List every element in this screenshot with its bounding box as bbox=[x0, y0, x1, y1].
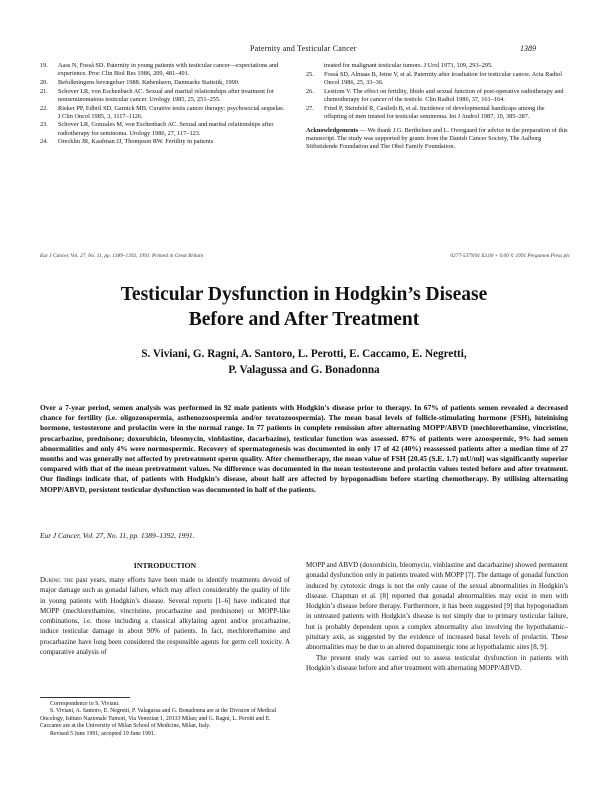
reference-item: 21. Schover LR, von Eschenbach AC. Sexual and marital relationships after treatment for nonseminomatous testicular cancer. Urology 1985, 25, 251–255. bbox=[40, 87, 274, 103]
article-title: Testicular Dysfunction in Hodgkin’s Disease Before and After Treatment bbox=[120, 284, 488, 330]
author-list: S. Viviani, G. Ragni, A. Santoro, L. Perotti, E. Caccamo, E. Negretti, P. Valagussa and G. Bonadonna bbox=[141, 348, 467, 376]
reference-list-right bbox=[306, 62, 568, 152]
reference-item: 19. Aass N, Fosså SD. Paternity in young patients with testicular cancer—expectations and experience. Proc Clin Biol Res 1986, 209, 481–491. bbox=[40, 62, 279, 78]
page-number: 1389 bbox=[520, 44, 536, 53]
paragraph: The present study was carried out to assess testicular dysfunction in patients with Hodgkin’s disease before and after treatment with alternating MOPP/ABVD. bbox=[306, 653, 568, 672]
body-column-left: During the past years, many efforts have been made to identify treatments devoid of major damage such as gonadal failure, which may affect considerably the quality of life in young patients with Hodgkin’s disease. Several reports [1–6] have indicated that MOPP (mechlorethamine, vincristine, procarbazine and prednisone) or MOPP-like combinations, i.e. those including a classical alkylating agent and/or procarbazine, induce testicular damage in about 90% of patients. In fact, mechlorethamine and procarbazine have long been considered the responsible agents for germ cell toxicity. A comparative analysis of bbox=[40, 576, 290, 657]
running-head-title: Paternity and Testicular Cancer bbox=[250, 44, 357, 53]
reference-item: 26. Lestiom V. The effect on fertility, libido and sexual function of post-operative radiotherapy and chemotherapy for cancer of the testicle. Clin Radiol 1986, 37, 161–164. bbox=[306, 87, 564, 103]
reference-item: 27. Fried P, Steinfeld R, Casileth B, et al. Incidence of developmental handicaps among the offspring of men treated for testicular seminoma. Int J Androl 1987, 10, 385–387. bbox=[306, 104, 545, 120]
lead-word: During the bbox=[40, 576, 74, 584]
paragraph: MOPP and ABVD (doxorubicin, bleomycin, vinblastine and dacarbazine) showed permanent gonadal dysfunction only in patients treated with MOPP [7]. The damage of gonadal function induced by cytotoxic drugs is not the only cause of the sexual abnormalities in Hodgkin’s disease. Chapman et al. [8] reported that gonadal abnormalities may exist in men with Hodgkin’s disease before therapy. Furthermore, it has been suggested [9] that hypogonadism in untreated patients with Hodgkin’s disease is not simply due to primary testicular failure, but is probably dependent upon a complex abnormality also involving the hypothalamic–pituitary axis, as suggested by the evidence of increased basal levels of prolactin. These abnormalities may be due to an altered dopaminergic tone at hypothalamic sites [8, 9]. bbox=[306, 561, 568, 652]
reference-item: 25. Fosså SD, Almaas B, Jetne V, et al. Paternity after irradiation for testicular cancer. Acta Radiol Oncol 1986, 25, 33–36. bbox=[306, 70, 562, 86]
reference-list-left bbox=[40, 62, 288, 147]
section-heading: INTRODUCTION bbox=[133, 561, 197, 570]
footnote-rule bbox=[40, 697, 130, 698]
footnotes: Correspondence to S. Viviani. S. Viviani, A. Santoro, E. Negretti, P. Valagussa and G. Bonadonna are at the Division of Medical Oncology, Istituto Nazionale Tumori, Via Venezian 1, 20133 Milan; and G. Ragni, L. Perotti and E. Caccamo are at the University of Milan School of Medicine, Milan, Italy. Revised 5 June 1991; accepted 19 June 1991. bbox=[40, 701, 277, 737]
body-column-right bbox=[306, 560, 568, 673]
journal-note-right: 0277-5379/91 $3.00 + 0.00 © 1991 Pergamon Press plc bbox=[450, 253, 570, 259]
reference-item: treated for malignant testicular tumors. J Urol 1973, 109, 293–295. bbox=[324, 62, 493, 69]
citation: Eur J Cancer, Vol. 27, No. 11, pp. 1389–1392, 1991. bbox=[40, 531, 195, 540]
reference-item: 20. Befolkningens bevægelser 1988. København, Danmarks Statistik, 1990. bbox=[40, 78, 240, 86]
abstract: Over a 7-year period, semen analysis was performed in 92 male patients with Hodgkin’s disease prior to therapy. In 67% of patients semen revealed a decreased chance for fertility (i.e. oligozoospermia, asthenozoospermia and/or teratozoospermia). The mean basal levels of follicle-stimulating hormone (FSH), luteinising hormone, testosterone and prolactin were in the normal range. In 77 patients in complete remission after alternating MOPP/ABVD (mechlorethamine, vincristine, procarbazine, prednisone; doxorubicin, bleomycin, vinblastine, dacarbazine), testicular function was assessed. 87% of patients were azoospermic, 9% had semen abnormalities and only 4% were normospermic. Recovery of spermatogenesis was documented in only 17 of 42 (40%) reassessed patients after a median time of 27 months and was generally not affected by pretreatment sperm quality. After chemotherapy, the mean value of FSH [20.45 (S.E. 1.7) mU/ml] was significantly superior compared with that of the mean pretreatment values. No difference was documented in the mean testosterone and prolactin values tested before and after treatment. Our findings indicate that, of patients with Hodgkin’s disease, about half are affected by hypogonadism before starting chemotherapy. By utilising alternating MOPP/ABVD, persistent testicular dysfunction was documented in half of the patients. bbox=[40, 403, 568, 494]
reference-item: 22. Rieker PP, Edbril SD, Garnick MB. Curative testis cancer therapy: psychosocial sequelae. J Clin Oncol 1985, 3, 1117–1126. bbox=[40, 104, 285, 120]
acknowledgements: Acknowledgements — We thank J.G. Berthelsen and L. Overgaard for advice in the preparation of this manuscript. The study was supported by grants from the Danish Cancer Society, The Aalborg Stiftstidende Foundation and The Obel Family Foundation. bbox=[306, 126, 568, 151]
journal-note-left: Eur J Cancer, Vol. 27, No. 11, pp. 1389–1392, 1991. Printed in Great Britain bbox=[40, 253, 204, 259]
reference-item: 24. Orecklin JR, Kaufman JJ, Thompson RW. Fertility in patients bbox=[40, 138, 214, 146]
reference-item: 23. Schover LR, Gonzales M, von Eschenbach AC. Sexual and marital relationships after radiotherapy for seminoma. Urology 1986, 27, 117–123. bbox=[40, 121, 274, 137]
